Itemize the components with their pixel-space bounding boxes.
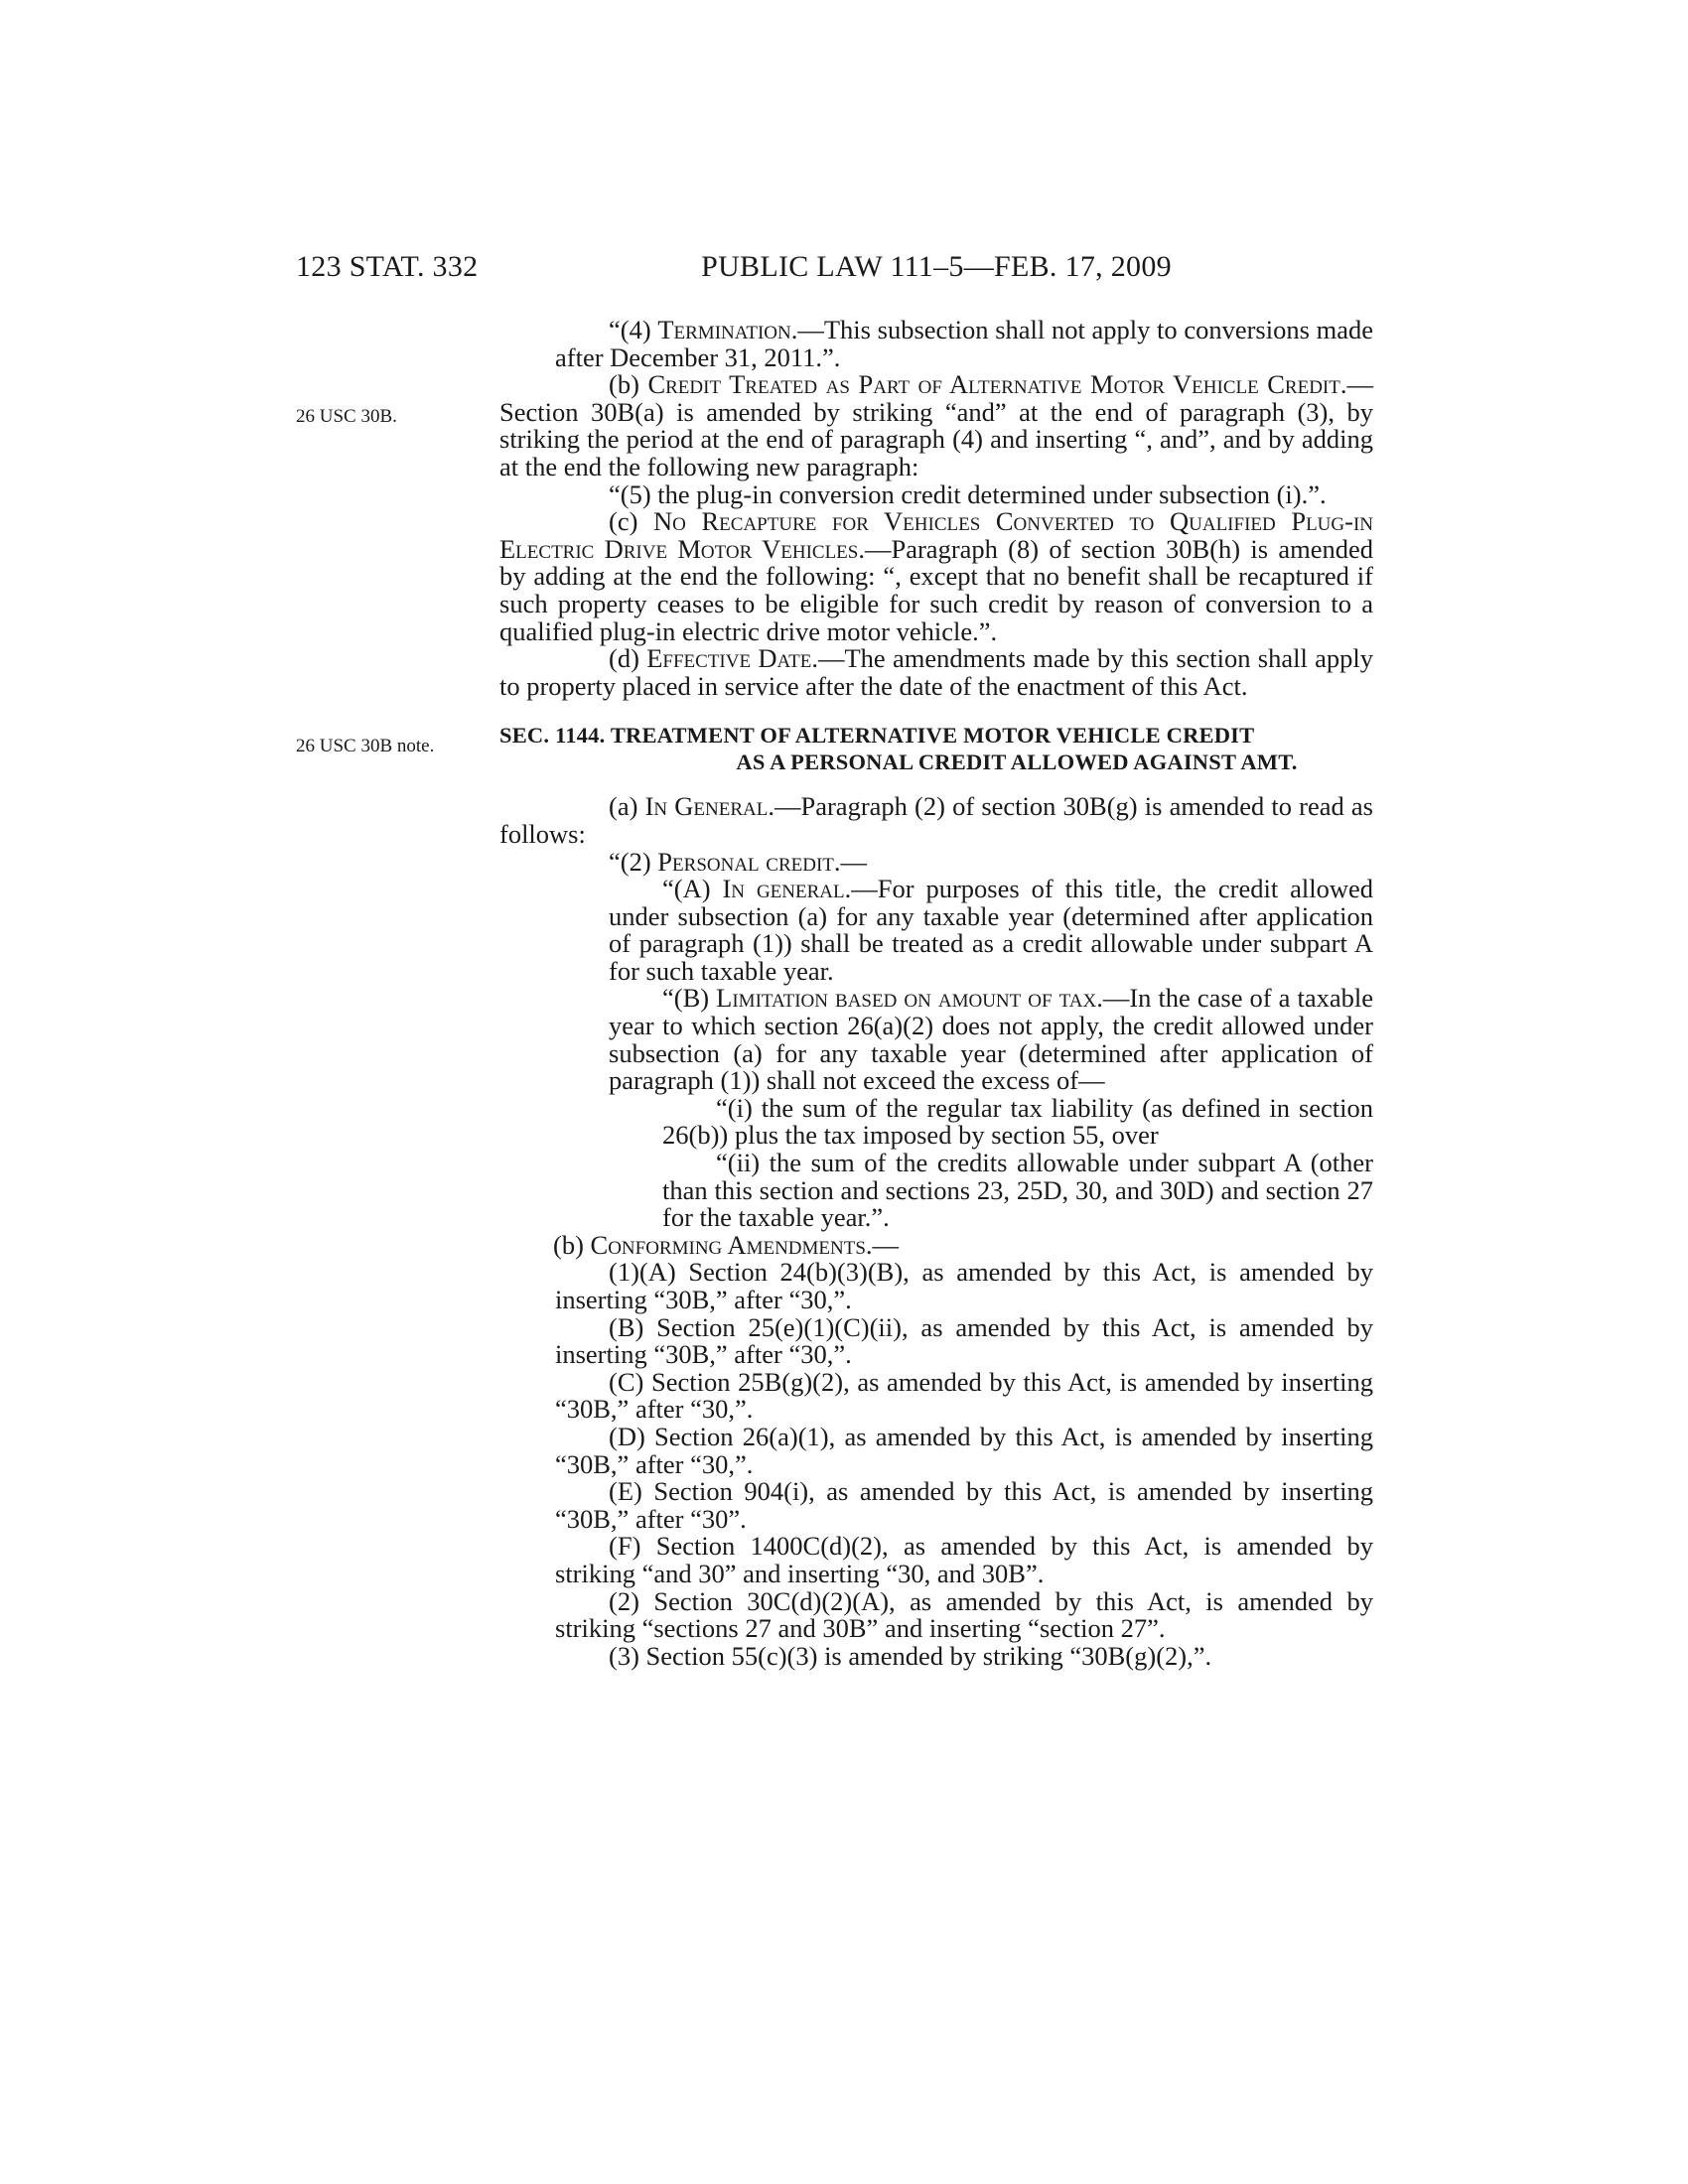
subsection-b: (b) Credit Treated as Part of Alternative Motor Vehicle Credit.—Section 30B(a) is amended by striking “and” at the end of paragraph (3), by striking the period at the end of paragraph (4) and inserting “, and”, and by adding at the end the following new paragraph: <box>499 369 1373 481</box>
amendment-E: (E) Section 904(i), as amended by this Act, is amended by inserting “30B,” after “30”. <box>555 1476 1373 1534</box>
item-i: “(i) the sum of the regular tax liability (as defined in section 26(b)) plus the tax imposed by section 55, over <box>662 1092 1373 1151</box>
amendment-2: (2) Section 30C(d)(2)(A), as amended by this Act, is amended by striking “sections 27 and 30B” and inserting “section 27”. <box>555 1585 1373 1644</box>
page-title: PUBLIC LAW 111–5—FEB. 17, 2009 <box>701 250 1172 283</box>
paragraph-5: “(5) the plug-in conversion credit determined under subsection (i).”. <box>609 478 1327 509</box>
statute-body <box>499 317 1373 1670</box>
clause-B-limitation: “(B) Limitation based on amount of tax.—In the case of a taxable year to which section 26(a)(2) does not apply, the credit allowed under subsection (a) for any taxable year (determined after application of paragraph (1)) shall not exceed the excess of— <box>609 983 1373 1096</box>
margin-note-usc-30b: 26 USC 30B. <box>296 406 397 427</box>
amendment-F: (F) Section 1400C(d)(2), as amended by this Act, is amended by striking “and 30” and inserting “30, and 30B”. <box>555 1531 1373 1588</box>
subsection-b-conforming: (b) Conforming Amendments.— <box>553 1229 900 1260</box>
subsection-c: (c) No Recapture for Vehicles Converted to Qualified Plug-in Electric Drive Motor Vehicles.—Paragraph (8) of section 30B(h) is amended by adding at the end the following: “, except that no benefit shall be recaptured if such property ceases to be eligible for such credit by reason of conversion to a qualified plug-in electric drive motor vehicle.”. <box>499 506 1373 646</box>
page-reference: 123 STAT. 332 <box>296 250 479 283</box>
paragraph-personal-credit: “(2) Personal credit.— <box>609 846 868 877</box>
margin-note-usc-30b-note: 26 USC 30B note. <box>296 736 435 756</box>
amendment-C: (C) Section 25B(g)(2), as amended by this Act, is amended by inserting “30B,” after “30,”. <box>555 1366 1373 1425</box>
paragraph-termination: “(4) Termination.—This subsection shall not apply to conversions made after December 31, 2011.”. <box>555 315 1373 372</box>
item-ii: “(ii) the sum of the credits allowable under subpart A (other than this section and sections 23, 25D, 30, and 30D) and section 27 for the taxable year.”. <box>662 1148 1373 1233</box>
subsection-d: (d) Effective Date.—The amendments made by this section shall apply to property placed in service after the date of the enactment of this Act. <box>499 643 1374 701</box>
amendment-3: (3) Section 55(c)(3) is amended by striking “30B(g)(2),”. <box>609 1640 1212 1671</box>
amendment-B: (B) Section 25(e)(1)(C)(ii), as amended by this Act, is amended by inserting “30B,” after “30,”. <box>555 1311 1373 1370</box>
amendment-D: (D) Section 26(a)(1), as amended by this Act, is amended by inserting “30B,” after “30,”. <box>555 1421 1373 1479</box>
section-heading: SEC. 1144. TREATMENT OF ALTERNATIVE MOTOR VEHICLE CREDIT AS A PERSONAL CREDIT ALLOWED AGAINST AMT. <box>499 723 1298 775</box>
clause-A-in-general: “(A) In general.—For purposes of this title, the credit allowed under subsection (a) for any taxable year (determined after application of paragraph (1)) shall be treated as a credit allowable under subpart A for such taxable year. <box>609 874 1373 986</box>
amendment-1A: (1)(A) Section 24(b)(3)(B), as amended by this Act, is amended by inserting “30B,” after “30,”. <box>555 1257 1373 1314</box>
subsection-a-in-general: (a) In General.—Paragraph (2) of section 30B(g) is amended to read as follows: <box>499 791 1373 849</box>
